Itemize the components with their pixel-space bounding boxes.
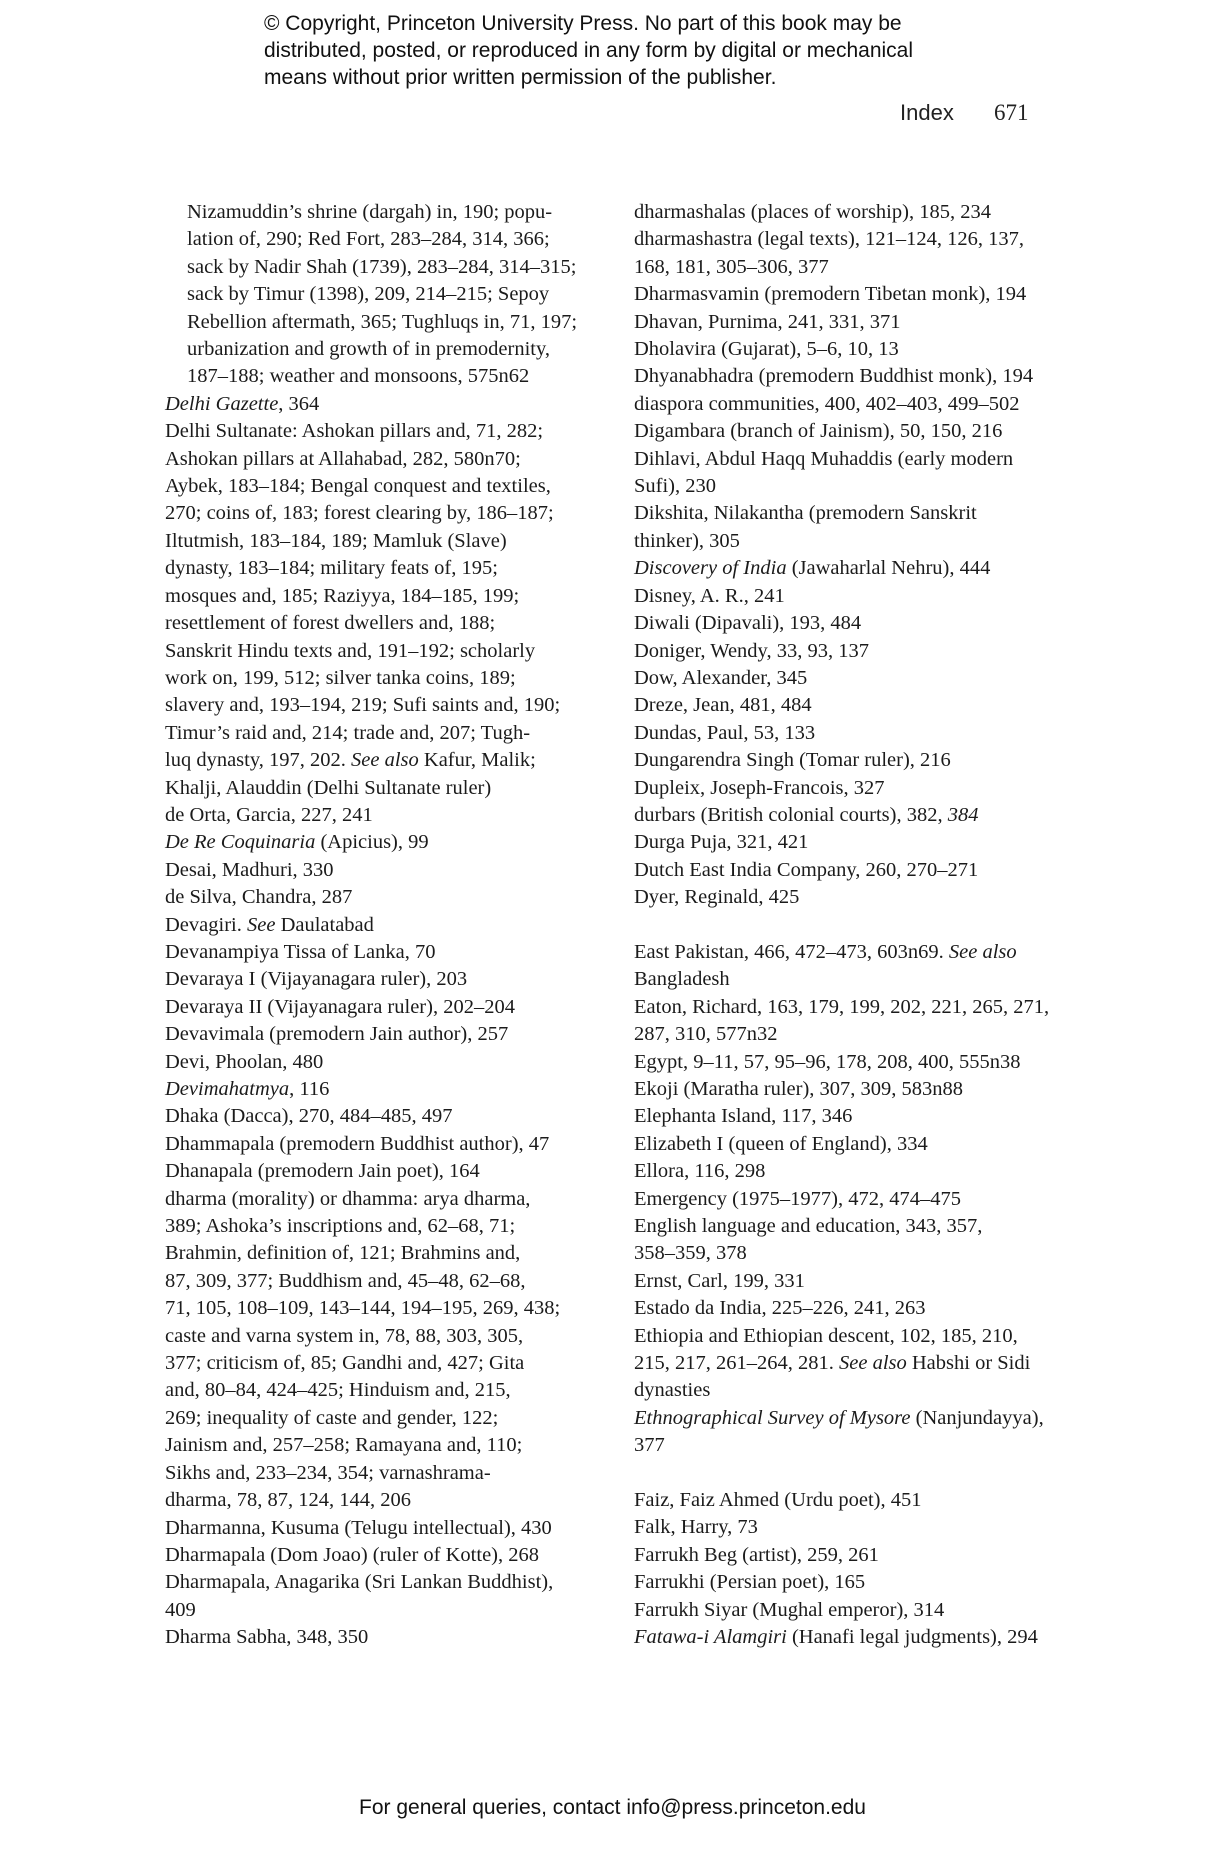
index-entry (165, 1131, 605, 1158)
index-entry (634, 281, 1084, 308)
index-entry-line: Ellora, 116, 298 (634, 1160, 766, 1183)
index-entry-line: Delhi Sultanate: Ashokan pillars and, 71, 282; (165, 420, 544, 443)
index-entry (165, 857, 605, 884)
index-entry-line: Dhyanabhadra (premodern Buddhist monk), 194 (634, 365, 1034, 388)
index-entry-line: Sufi), 230 (634, 475, 716, 498)
index-entry-line: Desai, Madhuri, 330 (165, 858, 334, 881)
index-entry-line: Ethiopia and Ethiopian descent, 102, 185, 210, (634, 1324, 1018, 1347)
letter-gap (634, 1460, 1084, 1487)
index-entry-line: resettlement of forest dwellers and, 188; (165, 612, 496, 635)
index-entry (165, 829, 605, 856)
copyright-notice (264, 10, 984, 91)
index-entry-line: and, 80–84, 424–425; Hinduism and, 215, (165, 1379, 511, 1402)
index-entry-line: Diwali (Dipavali), 193, 484 (634, 612, 862, 635)
index-entry (634, 1405, 1084, 1460)
index-entry-line: de Orta, Garcia, 227, 241 (165, 803, 373, 826)
index-entry-line: Sanskrit Hindu texts and, 191–192; scholarly (165, 639, 536, 662)
index-entry-line: Dharmasvamin (premodern Tibetan monk), 194 (634, 283, 1027, 306)
letter-gap (634, 912, 1084, 939)
index-entry-line: Brahmin, definition of, 121; Brahmins and, (165, 1242, 521, 1265)
index-entry (634, 638, 1084, 665)
index-entry-line: Aybek, 183–184; Bengal conquest and textiles, (165, 475, 551, 498)
index-entry-line: caste and varna system in, 78, 88, 303, 305, (165, 1324, 524, 1347)
copyright-line: distributed, posted, or reproduced in any form by digital or mechanical (264, 39, 914, 62)
index-entry-line: 287, 310, 577n32 (634, 1023, 778, 1046)
index-entry (165, 1624, 605, 1651)
index-entry-line: Dyer, Reginald, 425 (634, 886, 800, 909)
index-entry (165, 391, 605, 418)
index-entry-line: sack by Timur (1398), 209, 214–215; Sepoy (187, 283, 550, 306)
index-entry (165, 912, 605, 939)
index-entry-line: dharma, 78, 87, 124, 144, 206 (165, 1489, 411, 1512)
index-entry (634, 309, 1084, 336)
index-entry (634, 1131, 1084, 1158)
index-entry (634, 1213, 1084, 1268)
index-entry-line: Estado da India, 225–226, 241, 263 (634, 1297, 926, 1320)
index-entry-line: Dupleix, Joseph-Francois, 327 (634, 776, 885, 799)
index-entry-line: Durga Puja, 321, 421 (634, 831, 809, 854)
index-entry (165, 802, 605, 829)
index-entry-line: work on, 199, 512; silver tanka coins, 189; (165, 666, 516, 689)
index-entry (634, 583, 1084, 610)
index-entry-line: Devagiri. See Daulatabad (165, 913, 374, 936)
index-entry (165, 418, 605, 802)
index-entry-line: Devi, Phoolan, 480 (165, 1050, 324, 1073)
index-entry (165, 1542, 605, 1569)
index-entry-line: Devavimala (premodern Jain author), 257 (165, 1023, 509, 1046)
index-entry-line: Bangladesh (634, 968, 730, 991)
index-entry-line: Rebellion aftermath, 365; Tughluqs in, 71, 197; (187, 310, 578, 333)
index-entry (165, 1515, 605, 1542)
index-entry-line: Elizabeth I (queen of England), 334 (634, 1132, 928, 1155)
index-entry-line: luq dynasty, 197, 202. See also Kafur, Malik; (165, 749, 536, 772)
index-entry-line: Iltutmish, 183–184, 189; Mamluk (Slave) (165, 529, 507, 552)
index-entry (634, 555, 1084, 582)
index-column-left (165, 199, 605, 1652)
index-entry (634, 802, 1084, 829)
index-entry-line: Elephanta Island, 117, 346 (634, 1105, 853, 1128)
index-entry-line: Nizamuddin’s shrine (dargah) in, 190; popu- (187, 201, 553, 223)
index-entry-line: Doniger, Wendy, 33, 93, 137 (634, 639, 869, 662)
index-entry-line: diaspora communities, 400, 402–403, 499–502 (634, 392, 1020, 415)
index-entry (165, 1186, 605, 1515)
index-entry (165, 1103, 605, 1130)
index-entry (634, 1542, 1084, 1569)
index-entry-line: Dungarendra Singh (Tomar ruler), 216 (634, 749, 951, 772)
index-entry-line: Dhanapala (premodern Jain poet), 164 (165, 1160, 480, 1183)
index-entry (634, 775, 1084, 802)
index-entry-line: 389; Ashoka’s inscriptions and, 62–68, 71; (165, 1215, 516, 1238)
index-entry-line: Dow, Alexander, 345 (634, 666, 808, 689)
index-entry-line: 358–359, 378 (634, 1242, 747, 1265)
index-entry-line: slavery and, 193–194, 219; Sufi saints and, 190; (165, 694, 561, 717)
index-entry (165, 1049, 605, 1076)
index-entry (634, 665, 1084, 692)
index-entry (634, 857, 1084, 884)
index-entry (634, 610, 1084, 637)
index-entry-line: Dreze, Jean, 481, 484 (634, 694, 812, 717)
index-entry-line: Dhavan, Purnima, 241, 331, 371 (634, 310, 901, 333)
index-entry (634, 829, 1084, 856)
index-entry-line: Dholavira (Gujarat), 5–6, 10, 13 (634, 338, 899, 361)
index-entry-line: Ashokan pillars at Allahabad, 282, 580n70; (165, 447, 521, 470)
index-entry-line: Dharmanna, Kusuma (Telugu intellectual), 430 (165, 1516, 552, 1539)
index-entry-line: Dikshita, Nilakantha (premodern Sanskrit (634, 502, 977, 525)
index-entry (165, 939, 605, 966)
index-entry (634, 720, 1084, 747)
index-entry-line: Discovery of India (Jawaharlal Nehru), 444 (634, 557, 991, 580)
index-entry (634, 418, 1084, 445)
index-entry-line: Eaton, Richard, 163, 179, 199, 202, 221, 265, 271, (634, 995, 1050, 1018)
index-entry (634, 1076, 1084, 1103)
index-entry (634, 363, 1084, 390)
index-entry-line: Farrukhi (Persian poet), 165 (634, 1571, 866, 1594)
index-entry-line: 168, 181, 305–306, 377 (634, 255, 829, 278)
index-entry (165, 966, 605, 993)
index-entry-line: dynasty, 183–184; military feats of, 195; (165, 557, 498, 580)
index-entry (634, 226, 1084, 281)
index-entry-line: 269; inequality of caste and gender, 122; (165, 1406, 499, 1429)
index-entry-line: Falk, Harry, 73 (634, 1516, 758, 1539)
index-column-right (634, 199, 1084, 1652)
index-entry-line: Timur’s raid and, 214; trade and, 207; Tugh- (165, 721, 531, 744)
index-entry-line: Dutch East India Company, 260, 270–271 (634, 858, 979, 881)
index-entry-line: dharma (morality) or dhamma: arya dharma, (165, 1187, 531, 1210)
index-entry-line: durbars (British colonial courts), 382, 384 (634, 803, 979, 826)
running-head (900, 100, 1028, 126)
index-entry-line: Dharmapala (Dom Joao) (ruler of Kotte), 268 (165, 1543, 539, 1566)
index-entry-line: 215, 217, 261–264, 281. See also Habshi or Sidi (634, 1352, 1031, 1375)
index-entry-line: thinker), 305 (634, 529, 740, 552)
index-entry-line: lation of, 290; Red Fort, 283–284, 314, 366; (187, 228, 550, 251)
index-entry (634, 1569, 1084, 1596)
index-entry-line: Faiz, Faiz Ahmed (Urdu poet), 451 (634, 1489, 922, 1512)
index-entry (634, 692, 1084, 719)
index-entry-line: Farrukh Beg (artist), 259, 261 (634, 1543, 879, 1566)
index-entry-line: Dundas, Paul, 53, 133 (634, 721, 816, 744)
index-entry-line: Devanampiya Tissa of Lanka, 70 (165, 940, 436, 963)
index-entry (634, 391, 1084, 418)
index-entry-line: dynasties (634, 1379, 711, 1402)
copyright-line: means without prior written permission of the publisher. (264, 66, 777, 89)
index-entry-line: Dharma Sabha, 348, 350 (165, 1626, 369, 1649)
index-entry (634, 884, 1084, 911)
index-entry-line: dharmashastra (legal texts), 121–124, 126, 137, (634, 228, 1024, 251)
page-number: 671 (993, 100, 1029, 125)
index-entry-line: 87, 309, 377; Buddhism and, 45–48, 62–68, (165, 1269, 526, 1292)
index-entry (165, 1021, 605, 1048)
index-entry-line: Delhi Gazette, 364 (165, 392, 320, 415)
index-entry (634, 1049, 1084, 1076)
index-entry-line: de Silva, Chandra, 287 (165, 886, 353, 909)
index-entry (634, 500, 1084, 555)
index-entry (165, 1569, 605, 1624)
index-entry (165, 1076, 605, 1103)
index-entry-line: 71, 105, 108–109, 143–144, 194–195, 269, 438; (165, 1297, 561, 1320)
index-entry (165, 994, 605, 1021)
copyright-line: © Copyright, Princeton University Press. No part of this book may be (264, 12, 902, 35)
index-entry-line: Khalji, Alauddin (Delhi Sultanate ruler) (165, 776, 492, 799)
index-entry-line: 377; criticism of, 85; Gandhi and, 427; Gita (165, 1352, 525, 1375)
index-entry (634, 1323, 1084, 1405)
index-entry-line: Disney, A. R., 241 (634, 584, 785, 607)
footer-contact: For general queries, contact info@press.princeton.edu (359, 1796, 866, 1819)
index-entry (634, 939, 1084, 994)
index-entry-line: mosques and, 185; Raziyya, 184–185, 199; (165, 584, 520, 607)
index-entry (634, 1514, 1084, 1541)
running-head-title: Index (900, 100, 954, 125)
index-entry-line: Jainism and, 257–258; Ramayana and, 110; (165, 1434, 523, 1457)
index-entry-line: Ernst, Carl, 199, 331 (634, 1269, 805, 1292)
index-entry-line: East Pakistan, 466, 472–473, 603n69. See also (634, 940, 1017, 963)
index-entry-line: English language and education, 343, 357, (634, 1215, 983, 1238)
index-entry-line: 409 (165, 1598, 196, 1621)
index-entry-line: 270; coins of, 183; forest clearing by, 186–187; (165, 502, 554, 525)
index-entry (634, 1186, 1084, 1213)
index-entry (634, 1295, 1084, 1322)
index-entry-line: Devimahatmya, 116 (165, 1078, 330, 1100)
index-entry-line: urbanization and growth of in premodernity, (187, 338, 551, 361)
index-entry-line: Dharmapala, Anagarika (Sri Lankan Buddhist), (165, 1571, 554, 1594)
index-entry-line: Digambara (branch of Jainism), 50, 150, 216 (634, 420, 1003, 443)
index-entry-line: Farrukh Siyar (Mughal emperor), 314 (634, 1598, 945, 1621)
index-entry-line: De Re Coquinaria (Apicius), 99 (165, 831, 429, 854)
index-entry-line: Sikhs and, 233–234, 354; varnashrama- (165, 1461, 491, 1484)
index-entry (634, 1158, 1084, 1185)
index-entry-line: dharmashalas (places of worship), 185, 234 (634, 201, 991, 223)
index-entry-line: Devaraya I (Vijayanagara ruler), 203 (165, 968, 468, 991)
index-entry-line: 187–188; weather and monsoons, 575n62 (187, 365, 530, 388)
index-entry (634, 1487, 1084, 1514)
index-entry (634, 1624, 1084, 1651)
index-entry (165, 884, 605, 911)
index-entry (634, 1268, 1084, 1295)
index-entry-line: Ethnographical Survey of Mysore (Nanjundayya), (634, 1406, 1044, 1429)
index-entry-line: Dhammapala (premodern Buddhist author), 47 (165, 1132, 550, 1155)
index-entry (165, 199, 605, 391)
index-entry-line: 377 (634, 1434, 665, 1457)
index-entry (634, 1597, 1084, 1624)
index-entry (634, 994, 1084, 1049)
index-entry-line: Dihlavi, Abdul Haqq Muhaddis (early modern (634, 447, 1014, 470)
index-entry (634, 336, 1084, 363)
index-entry (634, 1103, 1084, 1130)
index-entry (165, 1158, 605, 1185)
index-entry-line: Egypt, 9–11, 57, 95–96, 178, 208, 400, 555n38 (634, 1050, 1021, 1073)
index-entry (634, 199, 1084, 226)
index-entry-line: Devaraya II (Vijayanagara ruler), 202–204 (165, 995, 515, 1018)
index-entry-line: Dhaka (Dacca), 270, 484–485, 497 (165, 1105, 453, 1128)
index-entry (634, 446, 1084, 501)
index-entry-line: Fatawa-i Alamgiri (Hanafi legal judgments), 294 (634, 1626, 1038, 1649)
index-entry (634, 747, 1084, 774)
index-entry-line: sack by Nadir Shah (1739), 283–284, 314–315; (187, 255, 577, 278)
index-entry-line: Emergency (1975–1977), 472, 474–475 (634, 1187, 961, 1210)
index-entry-line: Ekoji (Maratha ruler), 307, 309, 583n88 (634, 1077, 964, 1100)
